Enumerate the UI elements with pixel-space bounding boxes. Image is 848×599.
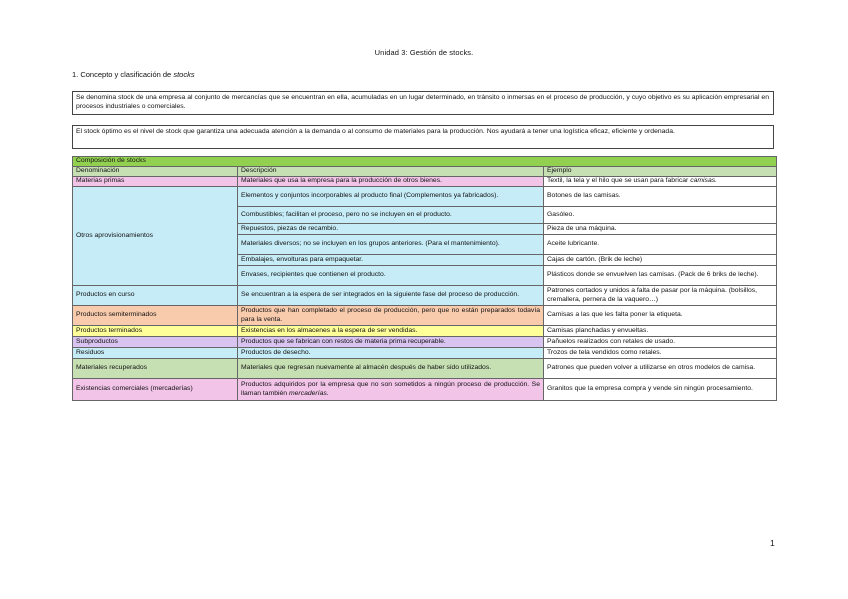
row-ejemplo: Pañuelos realizados con retales de usado. <box>544 337 777 348</box>
row-descripcion: Elementos y conjuntos incorporables al producto final (Complementos ya fabricados). <box>238 187 544 207</box>
row-ejemplo <box>544 177 777 187</box>
table-row <box>73 286 777 306</box>
row-descripcion: Productos de desecho. <box>238 348 544 359</box>
row-descripcion: Combustibles; facilitan el proceso, pero no se incluyen en el producto. <box>238 207 544 224</box>
row-ejemplo: Pieza de una máquina. <box>544 224 777 235</box>
section-heading-text: 1. Concepto y clasificación de <box>72 70 174 79</box>
header-ejemplo: Ejemplo <box>544 167 777 177</box>
row-denominacion: Productos terminados <box>73 326 238 337</box>
row-denominacion: Residuos <box>73 348 238 359</box>
table-row <box>73 379 777 401</box>
descripcion-text: Productos adquiridos por la empresa que no son sometidos a ningún proceso de producción. Se llaman también <box>241 381 540 397</box>
ejemplo-text: Textil, la tela y el hilo que se usan para fabricar <box>547 177 691 185</box>
row-descripcion: Materiales que usa la empresa para la producción de otros bienes. <box>238 177 544 187</box>
row-ejemplo: Patrones que pueden volver a utilizarse en otros modelos de camisa. <box>544 359 777 379</box>
row-ejemplo: Camisas planchadas y envueltas. <box>544 326 777 337</box>
table-row <box>73 337 777 348</box>
row-ejemplo: Botones de las camisas. <box>544 187 777 207</box>
table-row <box>73 359 777 379</box>
header-denominacion: Denominación <box>73 167 238 177</box>
row-denominacion: Materias primas <box>73 177 238 187</box>
row-descripcion: Se encuentran a la espera de ser integrados en la siguiente fase del proceso de producción. <box>238 286 544 306</box>
row-ejemplo: Trozos de tela vendidos como retales. <box>544 348 777 359</box>
row-ejemplo: Granitos que la empresa compra y vende sin ningún procesamiento. <box>544 379 777 401</box>
row-descripcion: Materiales diversos; no se incluyen en los grupos anteriores. (Para el mantenimiento). <box>238 235 544 255</box>
table-row <box>73 326 777 337</box>
row-denominacion: Productos semiterminados <box>73 306 238 326</box>
row-descripcion: Productos que han completado el proceso de producción, pero que no están preparados todavía para la venta. <box>238 306 544 326</box>
row-denominacion: Productos en curso <box>73 286 238 306</box>
page-title: Unidad 3: Gestión de stocks. <box>374 48 474 57</box>
descripcion-italic: mercaderías. <box>288 389 329 397</box>
row-descripcion: Materiales que regresan nuevamente al almacén después de haber sido utilizados. <box>238 359 544 379</box>
table-row <box>73 187 777 207</box>
stock-composition-table <box>72 156 777 401</box>
table-row <box>73 348 777 359</box>
row-denominacion: Subproductos <box>73 337 238 348</box>
row-ejemplo: Camisas a las que les falta poner la etiqueta. <box>544 306 777 326</box>
row-descripcion: Existencias en los almacenes a la espera de ser vendidas. <box>238 326 544 337</box>
row-ejemplo: Aceite lubricante. <box>544 235 777 255</box>
row-denominacion: Otros aprovisionamientos <box>73 187 238 286</box>
row-denominacion: Materiales recuperados <box>73 359 238 379</box>
table-title: Composición de stocks <box>73 157 777 167</box>
row-descripcion: Productos que se fabrican con restos de materia prima recuperable. <box>238 337 544 348</box>
row-ejemplo: Gasóleo. <box>544 207 777 224</box>
row-ejemplo: Plásticos donde se envuelven las camisas. (Pack de 6 briks de leche). <box>544 266 777 286</box>
definition-box: Se denomina stock de una empresa al conjunto de mercancías que se encuentran en ella, acumuladas en un lugar determinado, en tránsito o inmersas en el proceso de producción, y cuyo objetivo es su aplicación empresarial en procesos industriales o comerciales. <box>72 91 774 115</box>
table-row <box>73 306 777 326</box>
row-descripcion: Embalajes, envolturas para empaquetar. <box>238 255 544 266</box>
page-number: 1 <box>770 538 775 548</box>
table-row <box>73 177 777 187</box>
row-ejemplo: Cajas de cartón. (Brik de leche) <box>544 255 777 266</box>
row-ejemplo: Patrones cortados y unidos a falta de pasar por la máquina. (bolsillos, cremallera, pernera de la vaquero…) <box>544 286 777 306</box>
table-header-row <box>73 167 777 177</box>
row-descripcion: Envases, recipientes que contienen el producto. <box>238 266 544 286</box>
section-heading-italic: stocks <box>173 70 195 79</box>
optimal-stock-box: El stock óptimo es el nivel de stock que garantiza una adecuada atención a la demanda o al consumo de materiales para la producción. Nos ayudará a tener una logística eficaz, eficiente y ordenada. <box>72 125 774 149</box>
table-title-row <box>73 157 777 167</box>
section-heading <box>72 70 195 79</box>
ejemplo-italic: camisas. <box>690 177 718 185</box>
header-descripcion: Descripción <box>238 167 544 177</box>
row-descripcion: Repuestos, piezas de recambio. <box>238 224 544 235</box>
row-denominacion: Existencias comerciales (mercaderías) <box>73 379 238 401</box>
row-descripcion <box>238 379 544 401</box>
